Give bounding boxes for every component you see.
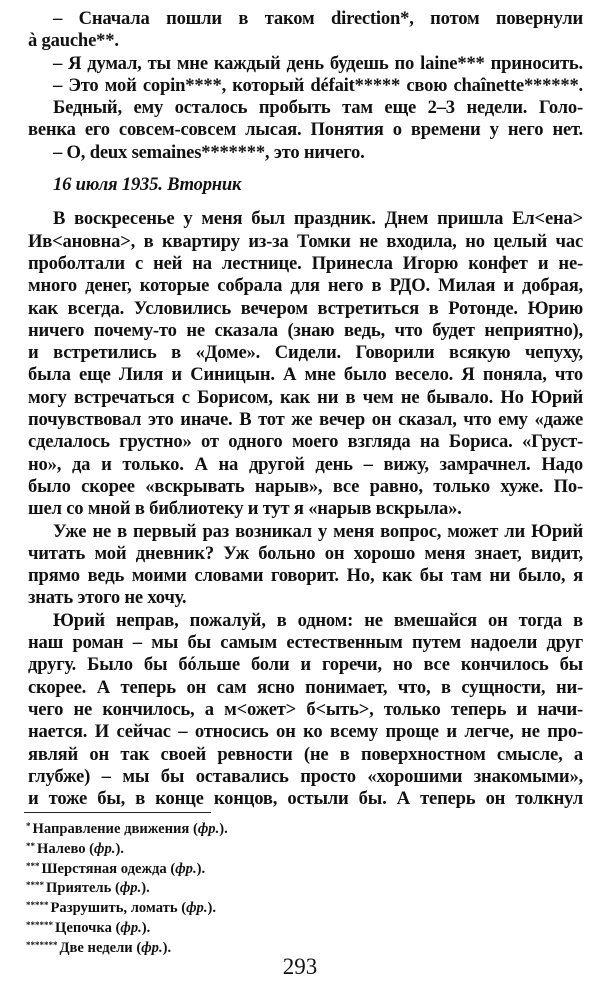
footnote xyxy=(26,897,228,917)
text-line: сделалось грустно» от одного моего взгляда на Бориса. «Груст- xyxy=(28,431,583,453)
footnote xyxy=(26,858,228,878)
footnote-lang: фр. xyxy=(197,821,220,837)
footnote-lang: фр. xyxy=(94,840,116,857)
footnote-text: Налево ( xyxy=(37,840,95,857)
footnote-mark: ** xyxy=(26,840,35,851)
diary-entry-text xyxy=(28,208,583,810)
footnote-text: Направление движения ( xyxy=(32,821,198,837)
footnote-end: ). xyxy=(115,840,124,857)
footnote-lang: фр. xyxy=(141,939,163,956)
text-line: венка его совсем-совсем лысая. Понятия о времени у него нет. xyxy=(28,119,583,141)
text-line: глубже) – мы бы оставались просто «хорошими знакомыми», xyxy=(28,765,583,787)
text-line: – О, deux semaines*******, это ничего. xyxy=(53,141,365,163)
footnote-end: ). xyxy=(141,919,151,936)
footnote-divider xyxy=(24,812,211,813)
footnote-mark: *** xyxy=(26,860,40,871)
footnote-text: Цепочка ( xyxy=(55,919,121,936)
footnote-lang: фр. xyxy=(175,860,197,877)
text-line: и встретились в «Доме». Сидели. Говорили всякую чепуху, xyxy=(28,342,583,364)
text-line: являй он так своей ревности (не в поверхностном смысле, а xyxy=(28,743,583,765)
footnote-mark: ****** xyxy=(26,919,53,930)
text-line: шел со мной в библиотеку и тут я «нарыв вскрыла». xyxy=(28,498,462,520)
text-line: скорее. А теперь он сам ясно понимает, что, в сущности, ни- xyxy=(28,676,583,698)
text-line: В воскресенье у меня был праздник. Днем пришла Ел<ена> xyxy=(53,208,583,230)
text-line: проболтали с ней на лестнице. Принесла Игорю конфет и не- xyxy=(28,252,583,274)
footnote-mark: ******* xyxy=(26,939,58,950)
text-line: Уже не в первый раз возникал у меня вопрос, может ли Юрий xyxy=(53,520,583,542)
text-line: ничего почему-то не сказала (знаю ведь, что будет неприятно), xyxy=(28,319,583,341)
footnote-end: ). xyxy=(207,900,216,917)
footnote-mark: **** xyxy=(26,880,44,891)
diary-entry-heading: 16 июля 1935. Вторник xyxy=(53,174,242,196)
text-line: чего не кончилось, а м<ожет> б<ыть>, только теперь и начи- xyxy=(28,698,583,720)
footnote-end: ). xyxy=(162,939,172,956)
footnote-lang: фр. xyxy=(186,900,208,917)
text-line: читать мой дневник? Уж больно он хорошо меня знает, видит, xyxy=(28,542,583,564)
footnote-lang: фр. xyxy=(119,880,142,897)
footnote xyxy=(26,838,228,858)
footnote-mark: ***** xyxy=(26,900,49,911)
footnotes xyxy=(26,818,228,957)
text-line: но», да и только. А на другой день – вижу, замрачнел. Надо xyxy=(28,453,583,475)
footnote-lang: фр. xyxy=(120,919,142,936)
body-text xyxy=(28,8,583,810)
text-line: знать этого не хочу. xyxy=(28,587,187,609)
text-line: много денег, которые собрала для него в РДО. Милая и добрая, xyxy=(28,275,583,297)
text-line: прямо ведь моими словами говорит. Но, как бы там ни было, я xyxy=(28,565,583,587)
text-line: Юрий неправ, пожалуй, в одном: не вмешайся он тогда в xyxy=(53,609,583,631)
footnote-text: Шерстяная одежда ( xyxy=(41,860,176,877)
footnote-end: ). xyxy=(219,821,228,837)
text-line: как всегда. Условились вечером встретиться в Ротонде. Юрию xyxy=(28,297,583,319)
text-line: и тоже бы, в конце концов, остыли бы. А теперь он толкнул xyxy=(28,788,583,810)
text-line: другу. Было бы бóльше боли и горечи, но все кончилось бы xyxy=(28,654,583,676)
footnote-end: ). xyxy=(196,860,206,877)
page-number: 293 xyxy=(282,954,318,979)
text-line: наш роман – мы бы самым естественным путем надоели друг xyxy=(28,632,583,654)
text-line: почувствовал это иначе. В тот же вечер он сказал, что ему «даже xyxy=(28,409,583,431)
text-line: было скорее «вскрывать нарыв», все равно, только хуже. По- xyxy=(28,475,583,497)
footnote-mark: * xyxy=(26,821,31,831)
text-line: могу встречаться с Борисом, как ни в чем не бывало. Но Юрий xyxy=(28,386,583,408)
footnote-text: Две недели ( xyxy=(59,939,142,956)
text-line: – Сначала пошли в таком direction*, потом повернули xyxy=(53,8,583,29)
dialogue-block xyxy=(28,8,583,164)
text-line: à gauche**. xyxy=(28,30,119,52)
text-line: – Это мой copin****, который défait***** свою chaînette******. xyxy=(53,74,583,96)
text-line: была еще Лиля и Синицын. А мне было весело. Я поняла, что xyxy=(28,364,583,386)
footnote-text: Разрушить, ломать ( xyxy=(50,900,187,917)
text-line: – Я думал, ты мне каждый день будешь по laine*** приносить. xyxy=(53,52,583,74)
footnote xyxy=(26,917,228,937)
footnote-end: ). xyxy=(141,880,150,897)
footnote-text: Приятель ( xyxy=(46,880,120,897)
text-line: нается. И сейчас – относись он ко всему проще и легче, не про- xyxy=(28,721,583,743)
footnote xyxy=(26,818,228,838)
text-line: Бедный, ему осталось пробыть там еще 2–3 недели. Голо- xyxy=(53,97,583,119)
footnote xyxy=(26,877,228,897)
text-line: Ив<ановна>, в квартиру из-за Томки не входила, но целый час xyxy=(28,230,583,252)
